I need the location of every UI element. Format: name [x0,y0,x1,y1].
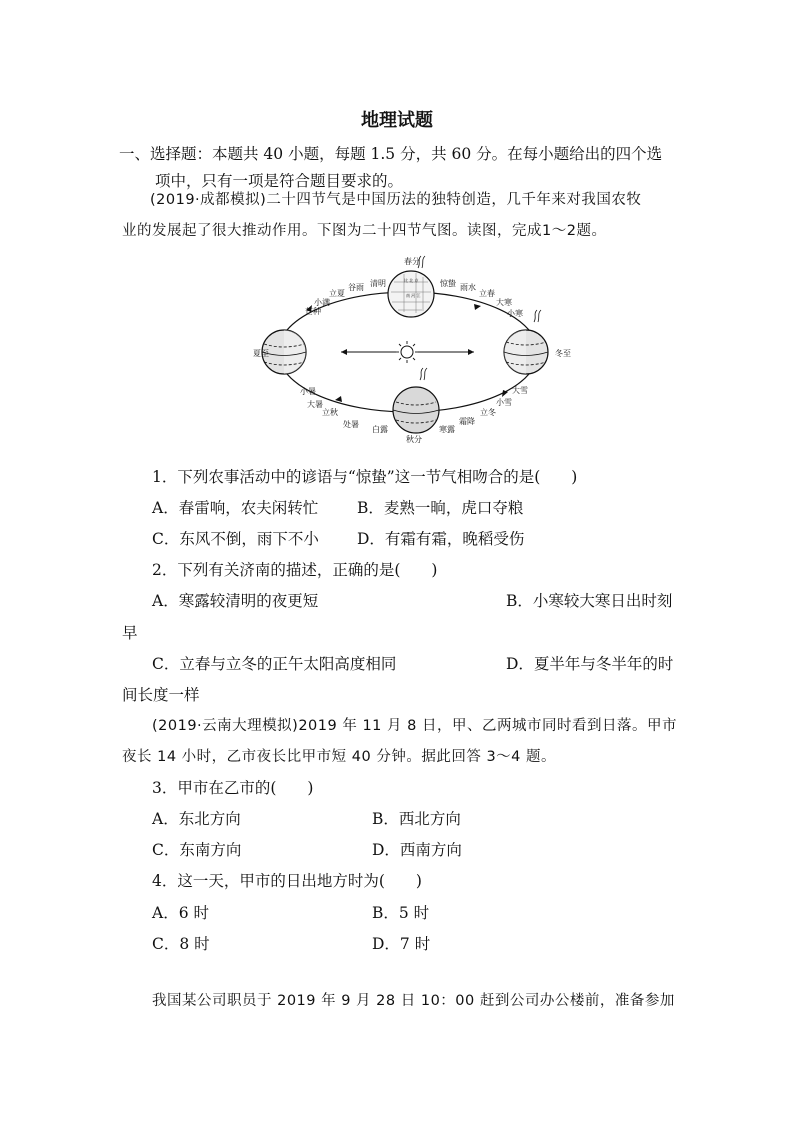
q1-option-b[interactable]: B．麦熟一晌，虎口夺粮 [357,499,524,517]
term-xiaohan: 小寒 [507,309,523,318]
q1-option-a[interactable]: A．春雷响，农夫闲转忙 [152,499,319,517]
q4-option-d[interactable]: D．7 时 [372,935,431,953]
term-chushu: 处暑 [343,420,359,429]
term-lichun: 立春 [479,289,495,298]
term-chunfen: 春分 [404,257,420,266]
term-daxue: 大雪 [512,386,528,395]
q2-option-c[interactable]: C．立春与立冬的正午太阳高度相同 [152,655,397,673]
term-qingming: 清明 [370,279,386,288]
arrow-right-icon [468,349,474,355]
term-qiufen: 秋分 [406,435,422,444]
term-xiaoxue: 小雪 [496,398,512,407]
term-xiazhi: 夏至 [253,349,269,358]
passage3-line1: 我国某公司职员于 2019 年 9 月 28 日 10：00 赶到公司办公楼前，准备参加 [152,993,675,1009]
q2-option-d[interactable]: D．夏半年与冬半年的时 [506,655,674,673]
svg-text:南 河 江: 南 河 江 [406,293,421,298]
earth-spring-equinox [388,271,434,317]
q3-option-a[interactable]: A．东北方向 [152,810,241,828]
passage1-line2: 业的发展起了很大推动作用。下图为二十四节气图。读图，完成1～2题。 [122,223,607,239]
term-dashu: 大暑 [307,400,323,409]
q1-option-c[interactable]: C．东风不倒，雨下不小 [152,530,319,548]
q2-option-a[interactable]: A．寒露较清明的夜更短 [152,592,319,610]
term-yushui: 雨水 [460,283,476,292]
term-guyu: 谷雨 [348,283,364,292]
term-bailu: 白露 [372,425,388,434]
q1-stem: 1．下列农事活动中的谚语与“惊蛰”这一节气相吻合的是( ) [152,468,578,486]
q2-option-b[interactable]: B．小寒较大寒日出时刻 [506,592,673,610]
solar-terms-diagram [246,252,586,444]
section-instructions-line1: 一、选择题：本题共 40 小题，每题 1.5 分，共 60 分。在每小题给出的四个选 [119,145,663,163]
term-lixia: 立夏 [329,289,345,298]
q3-option-d[interactable]: D．西南方向 [372,841,462,859]
term-liqiu: 立秋 [322,408,338,417]
sun-icon [396,341,418,363]
term-xiaoshu: 小暑 [300,387,316,396]
q4-option-a[interactable]: A．6 时 [152,904,209,922]
orbit-arrow-icon [474,304,481,310]
term-lidong: 立冬 [480,408,496,417]
earth-winter-solstice [504,310,548,374]
passage1-line1: (2019·成都模拟)二十四节气是中国历法的独特创造，几千年来对我国农牧 [150,192,642,208]
q3-stem: 3．甲市在乙市的( ) [152,779,314,797]
passage2-line2: 夜长 14 小时，乙市夜长比甲市短 40 分钟。据此回答 3～4 题。 [122,749,557,765]
svg-text:比 北 京: 比 北 京 [404,278,419,283]
passage2-line1: (2019·云南大理模拟)2019 年 11 月 8 日，甲、乙两城市同时看到日落。甲市 [152,718,677,734]
earth-autumn-equinox [393,368,439,433]
term-mangzhong: 芒种 [305,307,321,316]
q4-stem: 4．这一天，甲市的日出地方时为( ) [152,872,422,890]
q3-option-c[interactable]: C．东南方向 [152,841,242,859]
term-hanlu: 寒露 [439,425,455,434]
q4-option-c[interactable]: C．8 时 [152,935,210,953]
q4-option-b[interactable]: B．5 时 [372,904,430,922]
q2-option-b-cont: 早 [122,624,138,642]
arrow-left-icon [341,349,347,355]
term-shuangjiang: 霜降 [459,417,475,426]
section-instructions-line2: 项中，只有一项是符合题目要求的。 [155,172,404,190]
orbit-arrow-icon [335,396,342,402]
term-dahan: 大寒 [496,298,512,307]
q3-option-b[interactable]: B．西北方向 [372,810,461,828]
page-title: 地理试题 [361,110,433,131]
term-jingzhe: 惊蛰 [440,279,456,288]
term-dongzhi: 冬至 [555,349,571,358]
q2-stem: 2．下列有关济南的描述，正确的是( ) [152,561,438,579]
q2-option-d-cont: 间长度一样 [122,686,200,704]
q1-option-d[interactable]: D．有霜有霜，晚稻受伤 [357,530,525,548]
term-xiaoman: 小满 [314,298,330,307]
